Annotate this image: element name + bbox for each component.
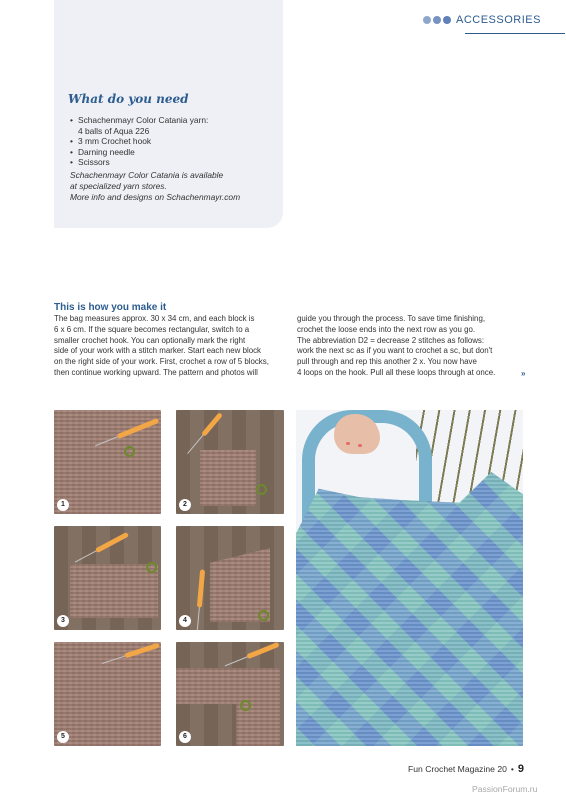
section-header: [423, 14, 541, 26]
crochet-hook: [95, 532, 129, 553]
list-item: 4 balls of Aqua 226: [78, 125, 150, 136]
yarn-ball-icon: [433, 16, 441, 24]
fingernail: [358, 444, 362, 447]
yarn-ball-icon: [423, 16, 431, 24]
crochet-hook: [246, 642, 279, 659]
stitch-marker: [256, 484, 267, 495]
note-line: Schachenmayr Color Catania is available: [70, 170, 224, 180]
availability-note: [70, 170, 240, 202]
magazine-name: Fun Crochet Magazine 20: [408, 764, 507, 774]
step-photo-5: [54, 642, 161, 746]
step-photo-6: [176, 642, 284, 746]
step-badge: 6: [179, 731, 191, 743]
step-badge: 2: [179, 499, 191, 511]
crochet-square: [200, 450, 256, 506]
watermark: PassionForum.ru: [472, 784, 538, 794]
section-label: ACCESSORIES: [456, 14, 541, 26]
list-item: • Schachenmayr Color Catania yarn:: [70, 115, 208, 126]
text-line: The bag measures approx. 30 x 34 cm, and each block is: [54, 314, 255, 323]
crochet-hook: [124, 643, 160, 659]
fingernail: [346, 442, 350, 445]
text-line: smaller crochet hook. You can optionally mark the right: [54, 335, 246, 345]
text-line: The abbreviation D2 = decrease 2 stitches as follows:: [297, 335, 485, 345]
text-line: guide you through the process. To save time finishing,: [297, 314, 486, 323]
instructions-column-1: [54, 314, 286, 379]
materials-list: [70, 115, 208, 168]
text-line: on the right side of your work. First, crochet a row of 5 blocks,: [54, 357, 269, 367]
stitch-marker: [124, 446, 135, 457]
step-photo-4: [176, 526, 284, 630]
page-number: 9: [517, 763, 525, 775]
stitch-marker: [146, 562, 157, 573]
text-line: crochet the loose ends into the next row as you go.: [297, 324, 476, 334]
page-footer: [408, 763, 524, 775]
text-line: 4 loops on the hook. Pull all these loops through at once.: [297, 367, 496, 377]
materials-box: [54, 0, 283, 228]
crochet-bag: [296, 472, 523, 746]
text-line: work the next sc as if you want to crochet a sc, but don't: [297, 346, 493, 356]
crochet-blocks: [70, 564, 158, 618]
step-photo-1: [54, 410, 161, 514]
crochet-blocks: [176, 668, 280, 746]
step-badge: 4: [179, 615, 191, 627]
text-line: then continue working upward. The pattern and photos will: [54, 367, 258, 377]
crochet-hook: [117, 418, 160, 439]
stitch-marker: [240, 700, 251, 711]
header-divider: [465, 33, 565, 34]
materials-title: What do you need: [68, 92, 189, 106]
list-item: • Darning needle: [70, 147, 208, 158]
yarn-ball-icon: [443, 16, 451, 24]
crochet-hook: [197, 569, 205, 607]
step-badge: 3: [57, 615, 69, 627]
footer-bullet: •: [510, 764, 514, 774]
note-line: at specialized yarn stores.: [70, 180, 167, 191]
stitch-marker: [258, 610, 269, 621]
step-photo-2: [176, 410, 284, 514]
finished-bag-photo: [296, 410, 523, 746]
continued-arrow-icon: »: [521, 369, 526, 378]
step-badge: 1: [57, 499, 69, 511]
text-line: 6 x 6 cm. If the square becomes rectangular, switch to a: [54, 324, 250, 334]
step-photo-3: [54, 526, 161, 630]
list-item: • 3 mm Crochet hook: [70, 136, 208, 147]
text-line: pull through and rep this another 2 x. You now have: [297, 357, 477, 367]
note-line: More info and designs on Schachenmayr.com: [70, 191, 241, 202]
instructions-title: This is how you make it: [54, 302, 167, 313]
header-icons: [423, 16, 451, 24]
list-item: • Scissors: [70, 157, 208, 168]
text-line: side of your work with a stitch marker. Start each new block: [54, 346, 261, 356]
step-badge: 5: [57, 731, 69, 743]
instructions-column-2: [297, 314, 517, 379]
crochet-hook: [201, 412, 223, 437]
